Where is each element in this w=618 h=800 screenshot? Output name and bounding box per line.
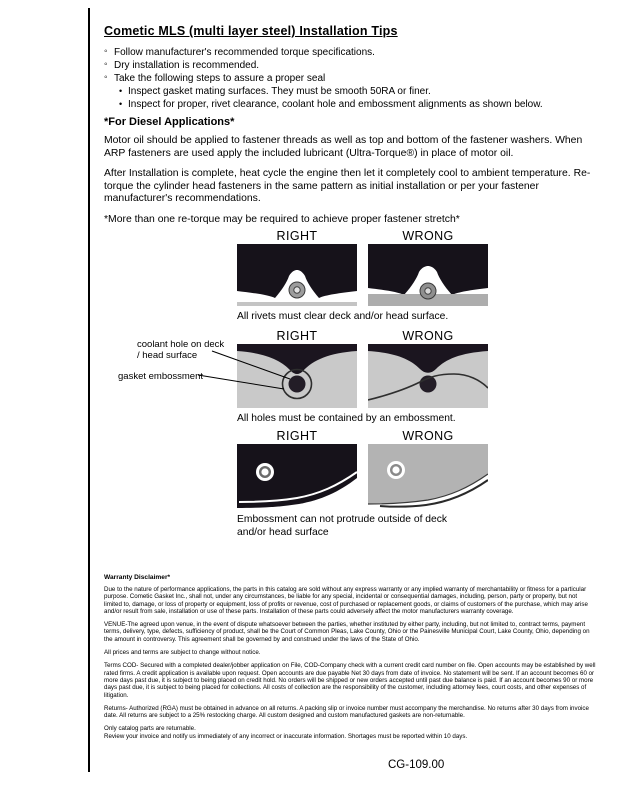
tip-sub-item: • Inspect for proper, rivet clearance, coolant hole and embossment alignments as shown below. [118, 98, 574, 111]
warranty-heading: Warranty Disclaimer* [104, 574, 171, 581]
page-code: CG-109.00 [388, 759, 445, 771]
warranty-disclaimer-section [104, 574, 596, 746]
warranty-paragraph: Returns- Authorized (RGA) must be obtained in advance on all returns. A packing slip or invoice number must accompany the merchandise. No returns after 30 days from invoice date. All returns are subject to a 25% restocking charge. All custom designed and custom manufactured gaskets are non-returnable. [104, 704, 589, 720]
right-label: RIGHT [276, 229, 318, 243]
annotation-leader-lines [196, 345, 306, 393]
warranty-paragraph: All prices and terms are subject to change without notice. [104, 649, 261, 657]
holes-caption: All holes must be contained by an embossment. [237, 413, 456, 424]
tip-item: ◦ Take the following steps to assure a proper seal [104, 72, 574, 85]
retorque-note: *More than one re-torque may be required to achieve proper fastener stretch* [104, 213, 460, 225]
embossment-caption: Embossment can not protrude outside of deck and/or head surface [237, 514, 448, 538]
diagram-labels-row [237, 229, 488, 244]
rivet-wrong-diagram [368, 244, 488, 306]
diagram-labels-row [237, 329, 488, 344]
embossment-right-diagram [237, 444, 357, 508]
warranty-paragraph: Review your invoice and notify us immediately of any incorrect or inaccurate information. Shortages must be reported within 10 days. [104, 732, 468, 740]
warranty-paragraph: Due to the nature of performance applications, the parts in this catalog are sold without any express warranty or any implied warranty of merchantability or fitness for a particular purpose. Cometic Gasket Inc., shall not, under any circumstances, be liable for any special, incidental or consequential damages, including, person, party or property, but not limited to, damage, or loss of property or equipment, loss of profits or revenue, cost of purchased or replacement goods, or claims of customers of the purchase, which may arise and/or result from sale, installation or use of these parts. Installation of these parts could adversely affect the motor manufacturers warranty coverage. [104, 586, 588, 615]
diagram-labels-row [237, 429, 488, 444]
coolant-hole-annotation: coolant hole on deck / head surface [137, 339, 225, 361]
warranty-paragraph: Only catalog parts are returnable. [104, 725, 196, 733]
right-label: RIGHT [276, 329, 318, 343]
page-title: Cometic MLS (multi layer steel) Installation Tips [104, 24, 398, 38]
diesel-applications-section [104, 116, 604, 227]
warranty-paragraph: Terms COD- Secured with a completed dealer/jobber application on File, COD-Company check with a current credit card number on file. Open accounts may be established by well rated firms. A credit application is available upon request. Open accounts are due payable Net 30 days from date of invoice. No statement will be sent. If an account becomes 60 or more days past due, it is subject to being placed on credit hold. No orders will be shipped or new orders accepted until past due balance is paid. If an account becomes 90 or more days past due, it is subject to being placed for collections. All costs of collection are the responsibility of the customer, including attorney fees, court costs, and other expenses of litigation. [104, 662, 596, 699]
rivet-right-diagram [237, 244, 357, 306]
diesel-heading: *For Diesel Applications* [104, 116, 235, 128]
diagram-set-rivets [237, 229, 488, 322]
tip-item: ◦ Dry installation is recommended. [104, 59, 574, 72]
warranty-paragraph: VENUE-The agreed upon venue, in the event of dispute whatsoever between the parties, whether instituted by either party, including, but not limited to, contract terms, payment terms, delivery, type, defects, sufficiency of product, shall be the Court of Common Pleas, Lake County, Ohio or the Painesville Municipal Court, Lake County, Ohio, depending on the amount in controversy. This agreement shall be governed by and construed under the laws of the State of Ohio. [104, 621, 590, 643]
diesel-paragraph-1: Motor oil should be applied to fastener threads as well as top and bottom of the fastener washers. When ARP fasteners are used apply the included lubricant (Ultra-Torque®) in place of motor oil. [104, 135, 583, 159]
tip-item: ◦ Follow manufacturer's recommended torque specifications. [104, 46, 574, 59]
tip-sub-item: • Inspect gasket mating surfaces. They must be smooth 50RA or finer. [118, 85, 574, 98]
diagram-set-embossment [237, 429, 488, 539]
tips-list [104, 46, 574, 111]
gasket-embossment-annotation: gasket embossment [118, 371, 204, 382]
diesel-paragraph-2: After Installation is complete, heat cycle the engine then let it completely cool to ambient temperature. Re-torque the cylinder head fasteners in the same pattern as initial installation or per your fastener manufacturer's recommendations. [104, 168, 591, 205]
right-label: RIGHT [276, 429, 318, 443]
holes-wrong-diagram [368, 344, 488, 408]
wrong-label: WRONG [402, 229, 454, 243]
rivets-caption: All rivets must clear deck and/or head surface. [237, 311, 449, 322]
wrong-label: WRONG [402, 329, 454, 343]
wrong-label: WRONG [402, 429, 454, 443]
diagram-images-row [237, 444, 488, 508]
embossment-wrong-diagram [368, 444, 488, 508]
left-margin-rule [88, 8, 90, 772]
diagram-images-row [237, 244, 488, 306]
